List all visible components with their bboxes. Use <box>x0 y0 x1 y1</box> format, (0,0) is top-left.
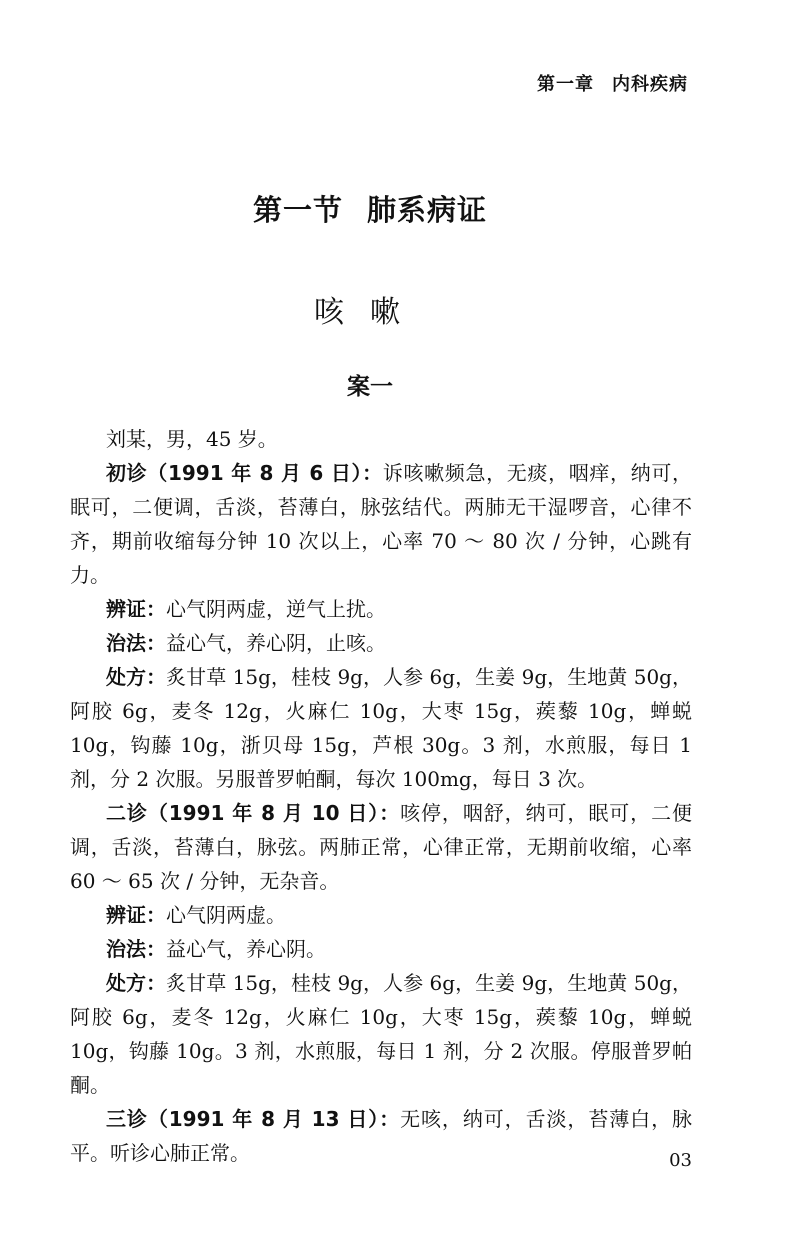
third-visit-text: 无咳，纳可，舌淡，苔薄白，脉平。听诊心肺正常。 <box>70 1107 692 1165</box>
case-title: 案一 <box>347 374 393 400</box>
case-body <box>70 422 692 1170</box>
second-prescription-text: 炙甘草 15g，桂枝 9g，人参 6g，生姜 9g，生地黄 50g，阿胶 6g，麦冬 12g，火麻仁 10g，大枣 15g，蒺藜 10g，蝉蜕 10g，钩藤 10g。3 剂，水煎服，每日 1 剂，分 2 次服。停服普罗帕酮。 <box>70 971 693 1097</box>
second-treatment-paragraph <box>70 932 692 966</box>
section-number: 第一节 <box>252 193 343 227</box>
second-diagnosis-text: 心气阴两虚。 <box>166 903 286 927</box>
second-treatment-text: 益心气，养心阴。 <box>166 937 326 961</box>
chapter-number: 第一章 <box>537 74 594 95</box>
first-visit-paragraph <box>70 456 692 592</box>
second-visit-label: 二诊（1991 年 8 月 10 日）： <box>106 801 401 825</box>
first-treatment-label: 治法： <box>106 631 166 655</box>
third-visit-paragraph <box>70 1102 692 1170</box>
second-prescription-paragraph <box>70 966 692 1102</box>
first-visit-text: 诉咳嗽频急，无痰，咽痒，纳可，眠可，二便调，舌淡，苔薄白，脉弦结代。两肺无干湿啰音，心律不齐，期前收缩每分钟 10 次以上，心率 70 ～ 80 次 / 分钟，心跳有力。 <box>70 461 692 587</box>
second-diagnosis-label: 辨证： <box>106 903 166 927</box>
first-prescription-label: 处方： <box>106 665 167 689</box>
second-diagnosis-paragraph <box>70 898 692 932</box>
second-visit-text: 咳停，咽舒，纳可，眠可，二便调，舌淡，苔薄白，脉弦。两肺正常，心律正常，无期前收缩，心率 60 ～ 65 次 / 分钟，无杂音。 <box>70 801 692 893</box>
page-number: 03 <box>669 1150 692 1171</box>
chapter-title: 内科疾病 <box>612 74 688 95</box>
first-prescription-text: 炙甘草 15g，桂枝 9g，人参 6g，生姜 9g，生地黄 50g，阿胶 6g，麦冬 12g，火麻仁 10g，大枣 15g，蒺藜 10g，蝉蜕 10g，钩藤 10g，浙贝母 15g，芦根 30g。3 剂，水煎服，每日 1 剂，分 2 次服。另服普罗帕酮，每次 100mg，每日 3 次。 <box>70 665 693 791</box>
third-visit-label: 三诊（1991 年 8 月 13 日）： <box>106 1107 401 1131</box>
first-prescription-paragraph <box>70 660 692 796</box>
first-visit-label: 初诊（1991 年 8 月 6 日）： <box>106 461 383 485</box>
running-header <box>537 70 688 96</box>
disease-title: 咳嗽 <box>314 295 426 330</box>
patient-info: 刘某，男，45 岁。 <box>106 427 278 451</box>
section-title: 肺系病证 <box>367 193 488 227</box>
second-treatment-label: 治法： <box>106 937 166 961</box>
first-diagnosis-text: 心气阴两虚，逆气上扰。 <box>166 597 386 621</box>
first-treatment-text: 益心气，养心阴，止咳。 <box>166 631 386 655</box>
first-treatment-paragraph <box>70 626 692 660</box>
second-visit-paragraph <box>70 796 692 898</box>
second-prescription-label: 处方： <box>106 971 167 995</box>
section-heading <box>0 188 740 229</box>
first-diagnosis-label: 辨证： <box>106 597 166 621</box>
first-diagnosis-paragraph <box>70 592 692 626</box>
